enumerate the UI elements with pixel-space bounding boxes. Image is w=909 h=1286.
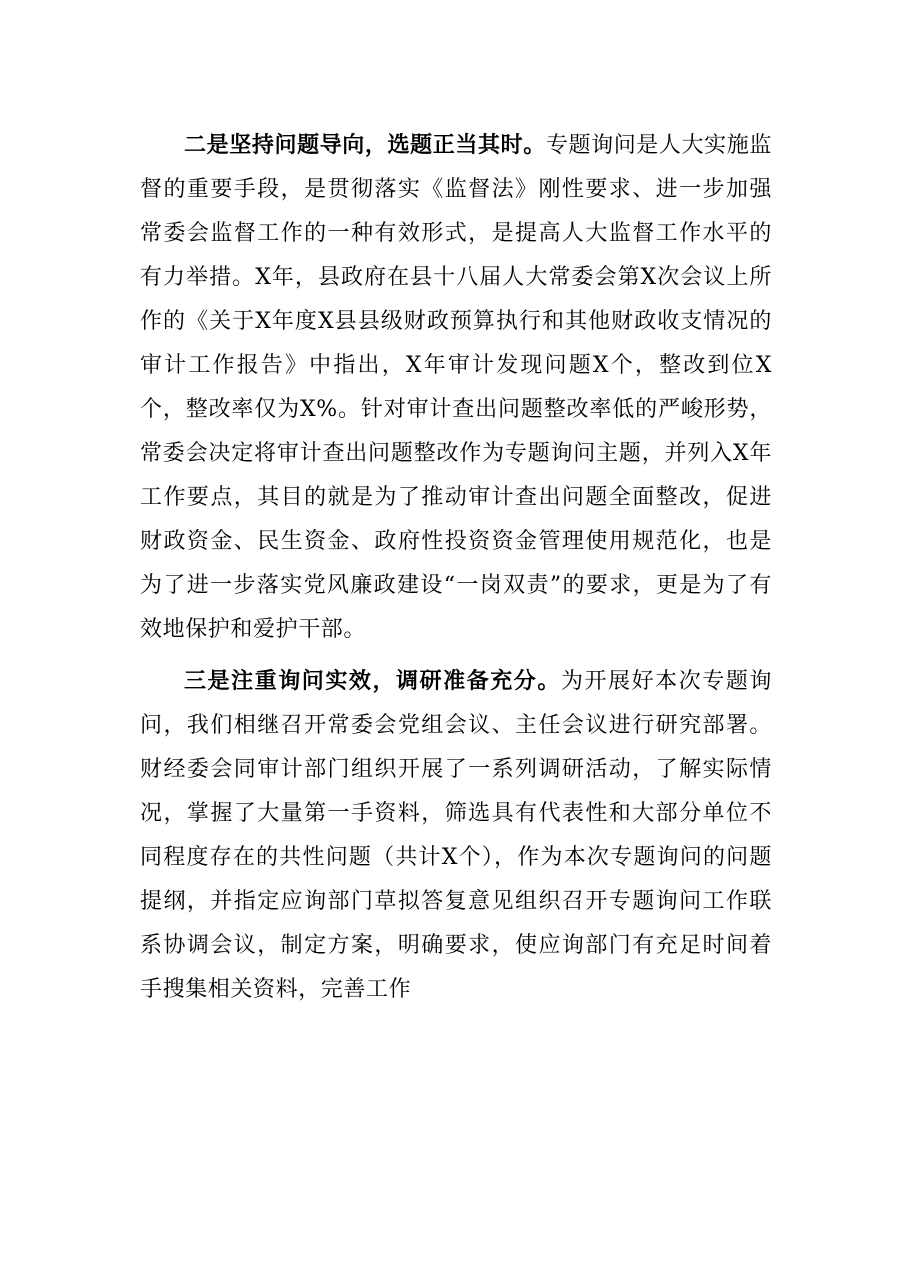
paragraph-lead: 三是注重询问实效，调研准备充分。 <box>184 669 561 694</box>
paragraph-lead: 二是坚持问题导向，选题正当其时。 <box>184 133 546 158</box>
paragraph-problem-oriented <box>140 124 772 652</box>
document-body <box>140 124 772 1012</box>
paragraph-inquiry-effectiveness <box>140 660 772 1012</box>
paragraph-text: 为开展好本次专题询问，我们相继召开常委会党组会议、主任会议进行研究部署。财经委会同审计部门组织开展了一系列调研活动，了解实际情况，掌握了大量第一手资料，筛选具有代表性和大部分单位不同程度存在的共性问题（共计X个），作为本次专题询问的问题提纲，并指定应询部门草拟答复意见组织召开专题询问工作联系协调会议，制定方案，明确要求，使应询部门有充足时间着手搜集相关资料，完善工作 <box>140 669 772 1002</box>
paragraph-text: 专题询问是人大实施监督的重要手段，是贯彻落实《监督法》刚性要求、进一步加强常委会监督工作的一种有效形式，是提高人大监督工作水平的有力举措。X年，县政府在县十八届人大常委会第X次会议上所作的《关于X年度X县县级财政预算执行和其他财政收支情况的审计工作报告》中指出，X年审计发现问题X个，整改到位X个，整改率仅为X%。针对审计查出问题整改率低的严峻形势，常委会决定将审计查出问题整改作为专题询问主题，并列入X年工作要点，其目的就是为了推动审计查出问题全面整改，促进财政资金、民生资金、政府性投资资金管理使用规范化，也是为了进一步落实党风廉政建设“一岗双责”的要求，更是为了有效地保护和爱护干部。 <box>140 133 772 642</box>
